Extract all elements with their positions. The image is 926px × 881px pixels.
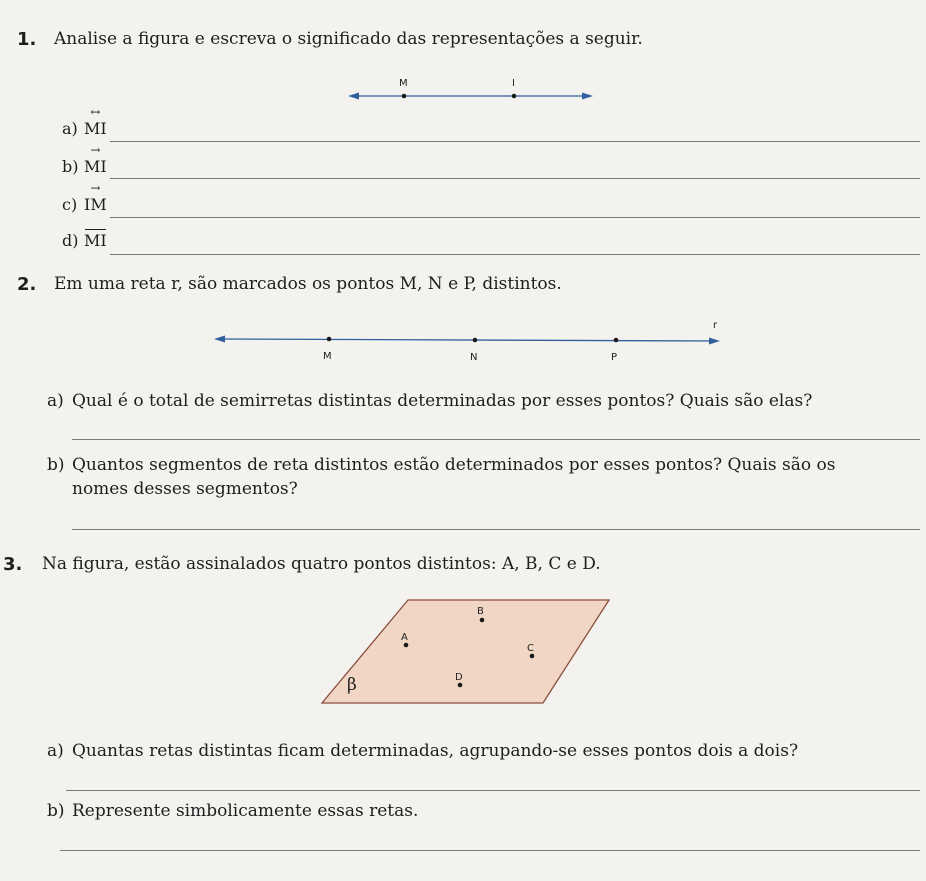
- q3-label-beta: β: [347, 675, 357, 695]
- q1-item-c-notation: → IM: [84, 181, 107, 214]
- q3-point-b: [480, 618, 485, 623]
- q2-label-p: P: [611, 352, 618, 363]
- q3-point-d: [458, 683, 463, 688]
- q3b-label: b): [47, 801, 65, 821]
- q1-item-a-notation: ↔ MI: [84, 105, 107, 138]
- q1-item-b-notation: → MI: [84, 143, 107, 176]
- q3a-label: a): [47, 741, 64, 761]
- q1-item-c-label: c): [62, 195, 78, 214]
- question-2-text: Em uma reta r, são marcados os pontos M, N e P, distintos.: [54, 274, 562, 294]
- q3-point-c: [530, 654, 535, 659]
- q3b-text: Represente simbolicamente essas retas.: [72, 801, 419, 821]
- right-arrow-icon: →: [90, 181, 101, 195]
- q3-point-a: [404, 643, 409, 648]
- q2a-text: Qual é o total de semirretas distintas determinadas por esses pontos? Quais são elas?: [72, 391, 813, 411]
- q1-label-m: M: [399, 78, 408, 89]
- q2-label-r: r: [713, 320, 718, 331]
- q2b-label: b): [47, 455, 65, 475]
- double-arrow-icon: ↔: [90, 105, 101, 119]
- question-1-number: 1.: [17, 29, 37, 50]
- question-3-number: 3.: [3, 554, 23, 575]
- q2b-text-line-1: Quantos segmentos de reta distintos estão determinados por esses pontos? Quais são os: [72, 455, 836, 475]
- q3-plane-beta: [322, 600, 609, 703]
- q3-label-a: A: [401, 632, 408, 643]
- q2-label-n: N: [470, 352, 478, 363]
- q3a-answer-line[interactable]: [66, 790, 920, 791]
- q2a-label: a): [47, 391, 64, 411]
- q3-label-d: D: [455, 672, 463, 683]
- q2-label-m: M: [323, 351, 332, 362]
- q1-item-d-label: d): [62, 231, 79, 250]
- question-2-number: 2.: [17, 274, 37, 295]
- q1-item-d-notation: MI: [84, 231, 107, 250]
- q1-item-b-label: b): [62, 157, 79, 176]
- question-1-text: Analise a figura e escreva o significado das representações a seguir.: [54, 29, 643, 49]
- q1-item-a-label: a): [62, 119, 78, 138]
- q1-label-i: I: [512, 78, 515, 89]
- q2b-text-line-2: nomes desses segmentos?: [72, 479, 298, 499]
- q3b-answer-line[interactable]: [60, 850, 920, 851]
- question-3-text: Na figura, estão assinalados quatro pontos distintos: A, B, C e D.: [42, 554, 601, 574]
- right-arrow-icon: →: [90, 143, 101, 157]
- q3-label-b: B: [477, 606, 484, 617]
- q3a-text: Quantas retas distintas ficam determinadas, agrupando-se esses pontos dois a dois?: [72, 741, 799, 761]
- q3-label-c: C: [527, 643, 534, 654]
